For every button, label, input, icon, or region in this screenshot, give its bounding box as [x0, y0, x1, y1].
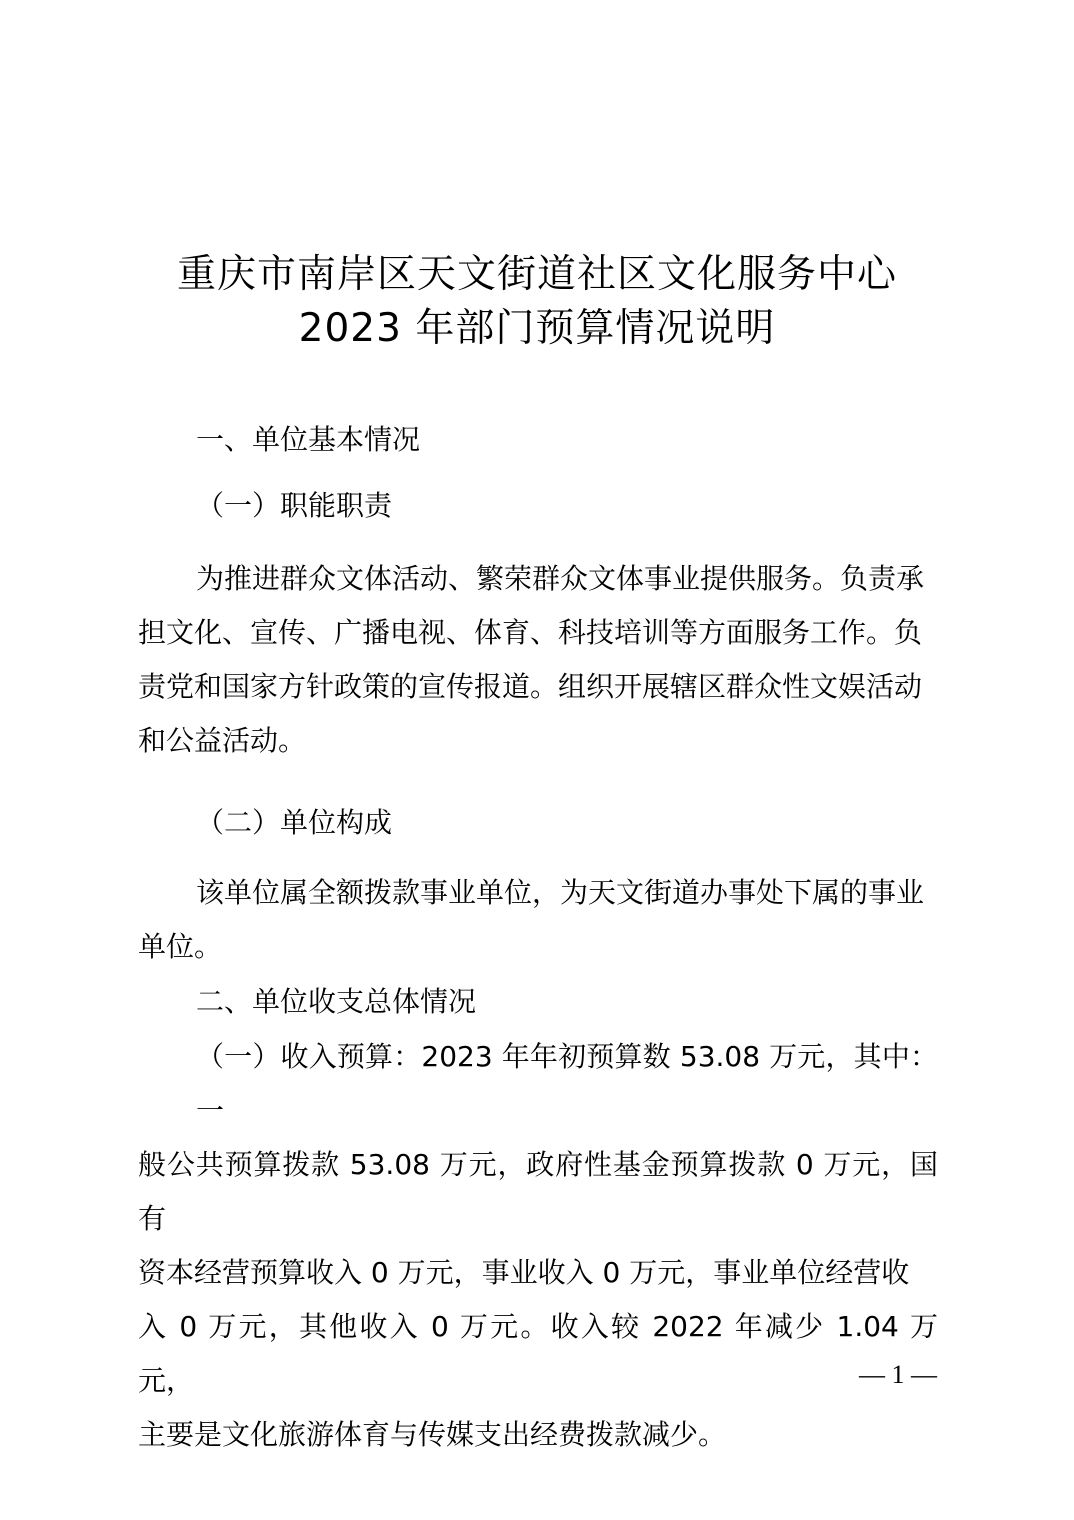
document-title-line2: 2023 年部门预算情况说明 [298, 306, 776, 351]
section2-income-paragraph [138, 1030, 938, 1462]
paragraph-line: 资本经营预算收入 0 万元，事业收入 0 万元，事业单位经营收 [138, 1256, 910, 1289]
paragraph-line: 主要是文化旅游体育与传媒支出经费拨款减少。 [138, 1418, 727, 1451]
section1-sub2-paragraph [138, 866, 938, 974]
paragraph-line: 入 0 万元，其他收入 0 万元。收入较 2022 年减少 1.04 万元， [138, 1310, 938, 1397]
section1-sub1-paragraph [138, 552, 938, 768]
section2-heading: 二、单位收支总体情况 [196, 985, 477, 1018]
paragraph-line: 担文化、宣传、广播电视、体育、科技培训等方面服务工作。负 [138, 616, 923, 649]
section1-sub1-heading: （一）职能职责 [196, 489, 393, 522]
section1-sub2-heading: （二）单位构成 [196, 806, 393, 839]
paragraph-line: 单位。 [138, 930, 223, 963]
section1-heading: 一、单位基本情况 [196, 423, 421, 456]
paragraph-line: 该单位属全额拨款事业单位，为天文街道办事处下属的事业 [196, 876, 925, 909]
paragraph-line: （一）收入预算：2023 年年初预算数 53.08 万元，其中：一 [196, 1040, 938, 1127]
paragraph-line: 和公益活动。 [138, 724, 307, 757]
page-number: — 1 — [859, 1360, 937, 1389]
paragraph-line: 为推进群众文体活动、繁荣群众文体事业提供服务。负责承 [196, 562, 925, 595]
document-title-line1: 重庆市南岸区天文街道社区文化服务中心 [176, 252, 897, 297]
paragraph-line: 般公共预算拨款 53.08 万元，政府性基金预算拨款 0 万元，国有 [138, 1148, 938, 1235]
paragraph-line: 责党和国家方针政策的宣传报道。组织开展辖区群众性文娱活动 [138, 670, 923, 703]
